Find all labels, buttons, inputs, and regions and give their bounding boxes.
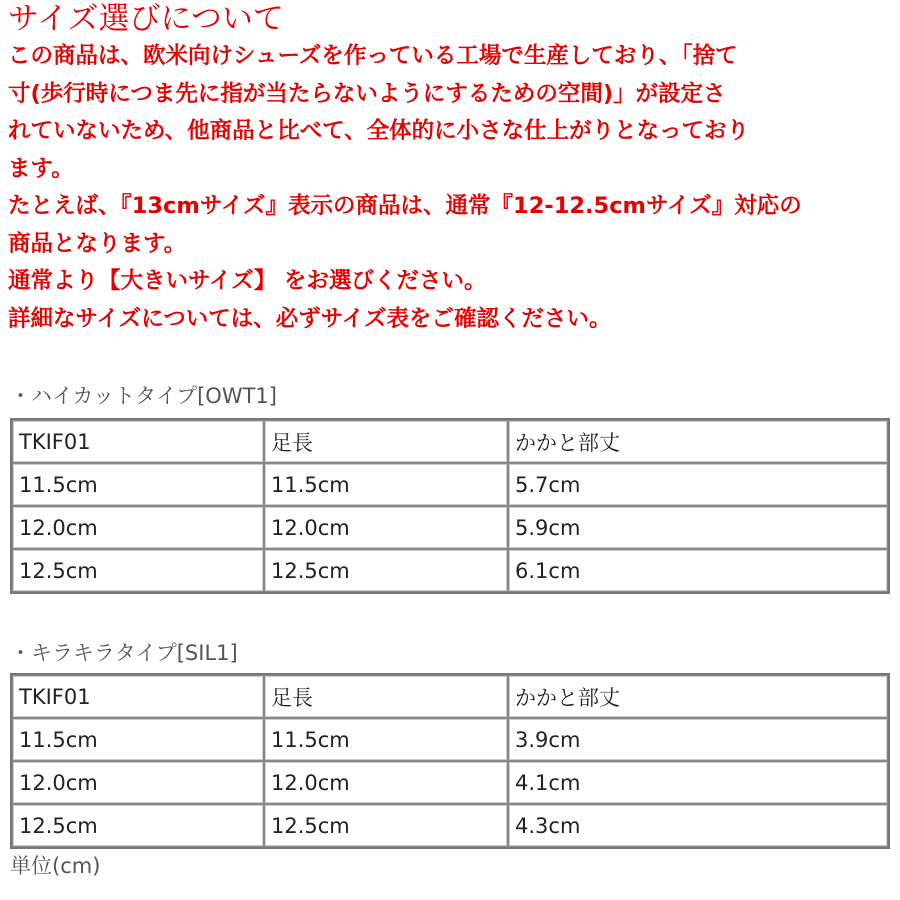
table-row (12, 804, 888, 847)
table-cell: 12.0cm (12, 761, 264, 804)
notice-line: 商品となります。 (8, 230, 187, 257)
table-cell: 12.0cm (264, 506, 508, 549)
table-row (12, 463, 888, 506)
notice-line: この商品は、欧米向けシューズを作っている工場で生産しており、「捨て (8, 43, 738, 69)
glitter-section-title: ・キラキラタイプ[SIL1] (10, 641, 238, 665)
hightop-section-title: ・ハイカットタイプ[OWT1] (10, 384, 277, 408)
hightop-size-table (10, 418, 890, 594)
table-cell: 5.9cm (508, 506, 888, 549)
notice-line: 詳細なサイズについては、必ずサイズ表をご確認ください。 (8, 305, 612, 332)
table-header-row (12, 675, 888, 718)
table-row (12, 761, 888, 804)
table-cell: 12.5cm (264, 549, 508, 592)
header-cell: TKIF01 (12, 420, 264, 463)
table-cell: 11.5cm (264, 718, 508, 761)
table-row (12, 506, 888, 549)
table-cell: 12.5cm (264, 804, 508, 847)
table-header-row (12, 420, 888, 463)
table-cell: 3.9cm (508, 718, 888, 761)
table-cell: 4.1cm (508, 761, 888, 804)
table-cell: 12.5cm (12, 549, 264, 592)
header-cell: TKIF01 (12, 675, 264, 718)
header-cell: かかと部丈 (508, 420, 888, 463)
header-cell: かかと部丈 (508, 675, 888, 718)
table-row (12, 549, 888, 592)
notice-line: 寸(歩行時につま先に指が当たらないようにするための空間)」が設定さ (8, 80, 726, 107)
table-cell: 12.5cm (12, 804, 264, 847)
table-cell: 4.3cm (508, 804, 888, 847)
table-cell: 12.0cm (12, 506, 264, 549)
notice-line: たとえば、『13cmサイズ』表示の商品は、通常『12-12.5cmサイズ』対応の (8, 193, 802, 219)
table-cell: 11.5cm (264, 463, 508, 506)
table-cell: 11.5cm (12, 463, 264, 506)
table-cell: 12.0cm (264, 761, 508, 804)
unit-label: 単位(cm) (10, 854, 101, 878)
table-cell: 5.7cm (508, 463, 888, 506)
notice-title: サイズ選びについて (8, 1, 284, 37)
table-cell: 11.5cm (12, 718, 264, 761)
header-cell: 足長 (264, 675, 508, 718)
notice-line: ます。 (8, 155, 74, 182)
header-cell: 足長 (264, 420, 508, 463)
notice-line: 通常より【大きいサイズ】 をお選びください。 (8, 268, 487, 294)
glitter-size-table (10, 673, 890, 849)
table-cell: 6.1cm (508, 549, 888, 592)
notice-line: れていないため、他商品と比べて、全体的に小さな仕上がりとなっており (8, 118, 750, 144)
size-notice (8, 0, 898, 338)
table-row (12, 718, 888, 761)
